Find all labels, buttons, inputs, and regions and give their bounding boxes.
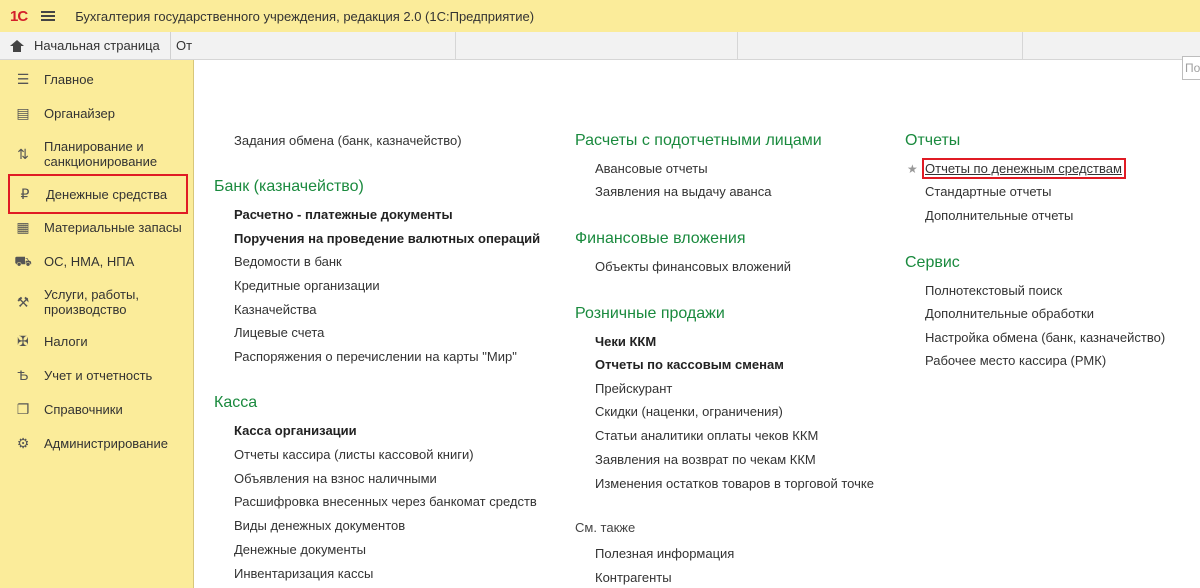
ruble-coin-icon: ₽	[20, 186, 30, 202]
sidebar-item-label: Услуги, работы, производство	[44, 287, 139, 317]
sidebar-item-label: Справочники	[44, 401, 123, 417]
link-retail-item[interactable]: Статьи аналитики оплаты чеков ККМ	[595, 428, 819, 443]
link-cash-item[interactable]: Расшифровка внесенных через банкомат средств	[234, 494, 537, 509]
link-service-item[interactable]: Полнотекстовый поиск	[925, 283, 1063, 298]
app-logo: 1С	[10, 7, 28, 25]
sidebar-item-cash[interactable]	[8, 174, 188, 214]
link-cash-item[interactable]: Объявления на взнос наличными	[234, 471, 437, 486]
sidebar-item-materials[interactable]	[0, 216, 193, 238]
planning-icon: ⇅	[17, 146, 29, 162]
link-service-item[interactable]: Рабочее место кассира (РМК)	[925, 353, 1107, 368]
link-accountable-item[interactable]: Заявления на выдачу аванса	[595, 184, 772, 199]
sidebar-item-services[interactable]	[0, 286, 193, 318]
tab-divider	[1022, 32, 1023, 59]
clipboard-icon: ▤	[16, 105, 30, 121]
link-cash-item[interactable]: Отчеты кассира (листы кассовой книги)	[234, 447, 474, 462]
link-cash-reports[interactable]: Отчеты по денежным средствам	[922, 158, 1126, 179]
sidebar-item-admin[interactable]	[0, 432, 193, 454]
link-cash-item[interactable]: Инвентаризация кассы	[234, 566, 374, 581]
tab-home[interactable]	[0, 32, 171, 59]
link-bank-item[interactable]: Лицевые счета	[234, 325, 325, 340]
link-accountable-item[interactable]: Авансовые отчеты	[595, 161, 708, 176]
section-cash: Касса	[214, 394, 258, 411]
link-bank-item[interactable]: Поручения на проведение валютных операций	[234, 231, 541, 246]
sidebar-item-label: Планирование и санкционирование	[44, 139, 158, 169]
truck-icon: ⛟	[14, 253, 32, 269]
sidebar-item-accounting[interactable]	[0, 364, 193, 386]
sidebar	[0, 60, 194, 588]
sidebar-item-label: Материальные запасы	[44, 219, 182, 235]
see-also-label: См. также	[575, 520, 636, 535]
sidebar-item-organizer[interactable]	[0, 102, 193, 124]
link-bank-item[interactable]: Ведомости в банк	[234, 254, 342, 269]
star-icon[interactable]: ★	[907, 162, 918, 176]
sidebar-item-label: Администрирование	[44, 435, 168, 451]
link-cash-item[interactable]: Денежные документы	[234, 542, 367, 557]
link-retail-item[interactable]: Чеки ККМ	[595, 334, 657, 349]
sidebar-item-label: Главное	[44, 71, 94, 87]
home-icon	[10, 40, 24, 52]
sidebar-item-label: Налоги	[44, 333, 88, 349]
grid-icon: ▦	[16, 219, 30, 235]
link-retail-item[interactable]: Прейскурант	[595, 381, 673, 396]
sidebar-item-label: Органайзер	[44, 105, 115, 121]
link-bank-item[interactable]: Расчетно - платежные документы	[234, 207, 453, 222]
link-exchange-tasks[interactable]: Задания обмена (банк, казначейство)	[234, 133, 462, 148]
sidebar-item-catalogs[interactable]	[0, 398, 193, 420]
tab-second[interactable]: От	[176, 38, 192, 53]
tab-divider	[737, 32, 738, 59]
section-accountable: Расчеты с подотчетными лицами	[575, 132, 822, 149]
sidebar-item-main[interactable]	[0, 68, 193, 90]
app-title: Бухгалтерия государственного учреждения, редакция 2.0 (1С:Предприятие)	[75, 8, 535, 24]
main-menu-icon[interactable]	[41, 11, 55, 22]
sidebar-item-planning[interactable]	[0, 138, 193, 170]
link-cash-item[interactable]: Виды денежных документов	[234, 518, 406, 533]
section-bank: Банк (казначейство)	[214, 178, 364, 195]
link-service-item[interactable]: Настройка обмена (банк, казначейство)	[925, 330, 1166, 345]
emblem-icon: ✠	[17, 333, 29, 349]
link-retail-item[interactable]: Заявления на возврат по чекам ККМ	[595, 452, 816, 467]
title-bar	[0, 0, 1200, 33]
link-invest-item[interactable]: Объекты финансовых вложений	[595, 259, 792, 274]
link-bank-item[interactable]: Кредитные организации	[234, 278, 380, 293]
sidebar-item-fixed-assets[interactable]	[0, 250, 193, 272]
gear-icon: ⚙	[16, 435, 30, 451]
sidebar-item-label: Денежные средства	[46, 186, 168, 202]
section-retail: Розничные продажи	[575, 305, 725, 322]
menu-icon: ☰	[16, 71, 30, 87]
tab-divider	[455, 32, 456, 59]
books-icon: ❐	[16, 401, 30, 417]
sidebar-item-taxes[interactable]	[0, 330, 193, 352]
link-reports-item[interactable]: Дополнительные отчеты	[925, 208, 1074, 223]
accounting-icon: Ѣ	[17, 367, 29, 383]
link-bank-item[interactable]: Казначейства	[234, 302, 317, 317]
section-service: Сервис	[905, 254, 960, 271]
sidebar-item-label: Учет и отчетность	[44, 367, 153, 383]
link-retail-item[interactable]: Отчеты по кассовым сменам	[595, 357, 784, 372]
sidebar-item-label: ОС, НМА, НПА	[44, 253, 135, 269]
link-bank-item[interactable]: Распоряжения о перечислении на карты "Мир"	[234, 349, 517, 364]
link-see-also-item[interactable]: Полезная информация	[595, 546, 735, 561]
tools-icon: ⚒	[16, 294, 30, 310]
link-see-also-item[interactable]: Контрагенты	[595, 570, 672, 585]
link-retail-item[interactable]: Скидки (наценки, ограничения)	[595, 404, 783, 419]
tab-home-label: Начальная страница	[34, 38, 160, 53]
link-service-item[interactable]: Дополнительные обработки	[925, 306, 1094, 321]
link-cash-item[interactable]: Касса организации	[234, 423, 357, 438]
link-reports-item[interactable]: Стандартные отчеты	[925, 184, 1052, 199]
tab-bar	[0, 32, 1200, 60]
link-retail-item[interactable]: Изменения остатков товаров в торговой точке	[595, 476, 874, 491]
search-input[interactable]: По	[1182, 56, 1200, 80]
section-reports: Отчеты	[905, 132, 961, 149]
section-investments: Финансовые вложения	[575, 230, 746, 247]
